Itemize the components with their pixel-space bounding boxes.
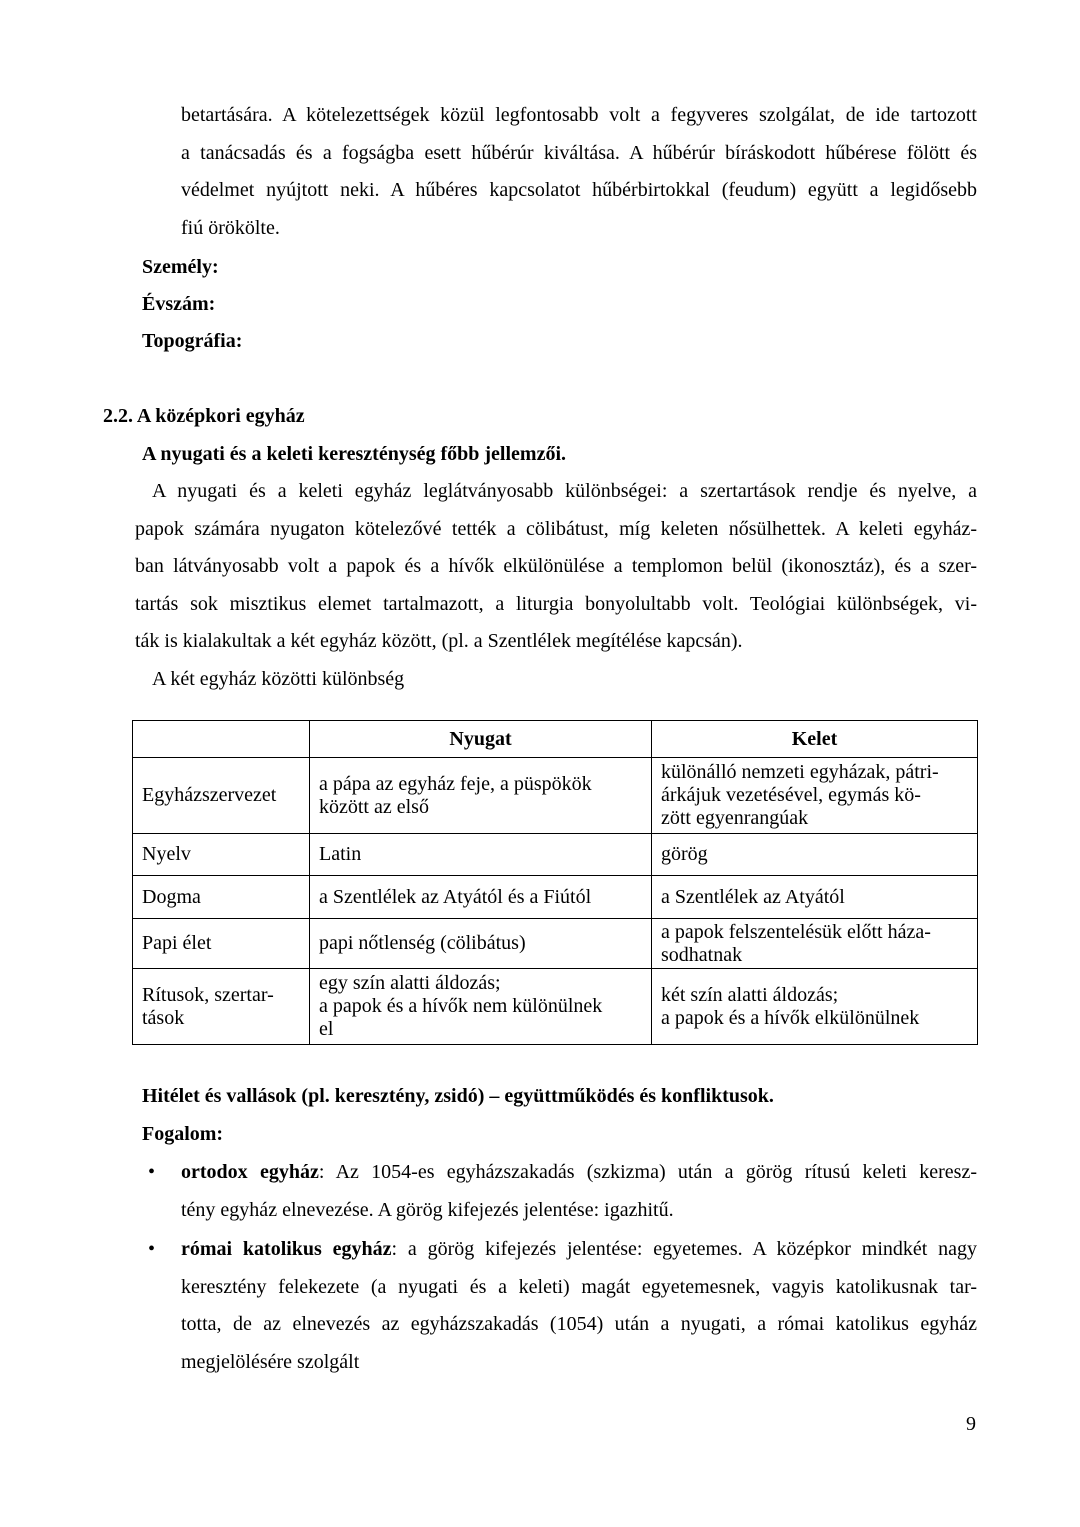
cell-line: Rítusok, szertar- (142, 983, 274, 1006)
topography-label: Topográfia: (142, 330, 243, 352)
table-row (133, 919, 978, 969)
section-heading (103, 398, 305, 435)
bullet-item-catholic (181, 1231, 977, 1381)
person-label: Személy: (142, 256, 219, 278)
text-line: betartására. A kötelezettségek közül legfontosabb volt a fegyveres szolgálat, de ide tartozott (181, 104, 977, 126)
table-header-east: Kelet (652, 721, 978, 758)
cell-line: tások (142, 1006, 185, 1029)
text-line: papok számára nyugaton kötelezővé tették a cölibátust, míg keleten nősülhettek. A keleti egyház- (135, 517, 977, 540)
cell-line: között az első (319, 795, 429, 818)
east-cell (652, 758, 978, 834)
page-number: 9 (966, 1413, 976, 1435)
text-line: tény egyház elnevezése. A görög kifejezés jelentése: igazhitű. (181, 1198, 674, 1221)
text-line: fiú örökölte. (181, 216, 280, 239)
table-row (133, 969, 978, 1045)
text-line: védelmet nyújtott neki. A hűbéres kapcsolatot hűbérbirtokkal (feudum) együtt a legidősebb (181, 179, 977, 201)
cell-line: különálló nemzeti egyházak, pátri- (661, 761, 939, 783)
east-cell (652, 876, 978, 919)
table-row (133, 876, 978, 919)
bullet-dot: • (148, 1238, 156, 1260)
text-line: keresztény felekezete (a nyugati és a keleti) magát egyetemesnek, vagyis katolikusnak tar- (181, 1275, 977, 1298)
row-label: Papi élet (133, 919, 310, 969)
cell-line: sodhatnak (661, 943, 743, 966)
text-line: A nyugati és a keleti egyház leglátványosabb különbségei: a szertartások rendje és nyelve, a (152, 480, 977, 502)
section-subtitle: A nyugati és a keleti kereszténység főbb jellemzői. (142, 443, 567, 465)
west-cell (310, 834, 652, 876)
section-title: A középkori egyház (136, 405, 305, 427)
table-caption: A két egyház közötti különbség (152, 668, 405, 690)
text-line (181, 1154, 977, 1192)
year-label: Évszám: (142, 293, 216, 315)
concept-label: Fogalom: (142, 1123, 224, 1145)
table-row (133, 834, 978, 876)
cell-line: Latin (319, 843, 362, 865)
comparison-table (132, 720, 978, 1045)
west-cell (310, 919, 652, 969)
text-line (181, 1231, 977, 1269)
east-cell (652, 919, 978, 969)
cell-line: a pápa az egyház feje, a püspökök (319, 772, 592, 795)
row-label: Egyházszervezet (133, 758, 310, 834)
bullet-definition: : a görög kifejezés jelentése: egyetemes. A középkor mindkét nagy (391, 1238, 977, 1260)
bullet-term: római katolikus egyház (181, 1238, 392, 1260)
cell-line: a papok és a hívők nem különülnek (319, 995, 603, 1017)
cell-line: el (319, 1018, 334, 1040)
section-paragraph (135, 473, 977, 661)
text-line: ták is kialakultak a két egyház között, (pl. a Szentlélek megítélése kapcsán). (135, 630, 743, 652)
text-line: megjelölésére szolgált (181, 1350, 360, 1373)
row-label: Dogma (133, 876, 310, 919)
cell-line: a papok és a hívők elkülönülnek (661, 1006, 920, 1029)
cell-line: árkájuk vezetésével, egymás kö- (661, 784, 921, 806)
cell-line: egy szín alatti áldozás; (319, 972, 501, 994)
bullet-term: ortodox egyház (181, 1161, 319, 1183)
row-label (133, 969, 310, 1045)
bullet-definition: : Az 1054-es egyházszakadás (szkizma) után a görög rítusú keleti keresz- (318, 1161, 977, 1183)
faith-heading: Hitélet és vallások (pl. keresztény, zsidó) – együttműködés és konfliktusok. (142, 1085, 774, 1107)
bullet-dot: • (148, 1161, 156, 1183)
east-cell (652, 834, 978, 876)
table-header-west: Nyugat (310, 721, 652, 758)
cell-line: papi nőtlenség (cölibátus) (319, 932, 526, 954)
bullet-item-orthodox (181, 1154, 977, 1229)
table-header-row (133, 721, 978, 758)
cell-line: a Szentlélek az Atyától és a Fiútól (319, 885, 592, 908)
table-row (133, 758, 978, 834)
text-line: totta, de az elnevezés az egyházszakadás (1054) után a nyugati, a római katolikus egyház (181, 1313, 977, 1335)
cell-line: a papok felszentelésük előtt háza- (661, 920, 931, 943)
text-line: a tanácsadás és a fogságba esett hűbérúr kiváltása. A hűbérúr bíráskodott hűbérese fölött és (181, 141, 977, 164)
cell-line: a Szentlélek az Atyától (661, 885, 845, 908)
cell-line: görög (661, 843, 708, 865)
cell-line: két szín alatti áldozás; (661, 983, 839, 1006)
east-cell (652, 969, 978, 1045)
table-header-empty (133, 721, 310, 758)
intro-paragraph (181, 97, 977, 247)
text-line: ban látványosabb volt a papok és a hívők elkülönülése a templomon belül (ikonosztáz), és a szer- (135, 555, 977, 577)
text-line: tartás sok misztikus elemet tartalmazott, a liturgia bonyolultabb volt. Teológiai különbségek, vi- (135, 592, 977, 615)
row-label: Nyelv (133, 834, 310, 876)
west-cell (310, 876, 652, 919)
cell-line: zött egyenrangúak (661, 807, 809, 829)
west-cell (310, 969, 652, 1045)
west-cell (310, 758, 652, 834)
section-number: 2.2. (103, 405, 133, 427)
